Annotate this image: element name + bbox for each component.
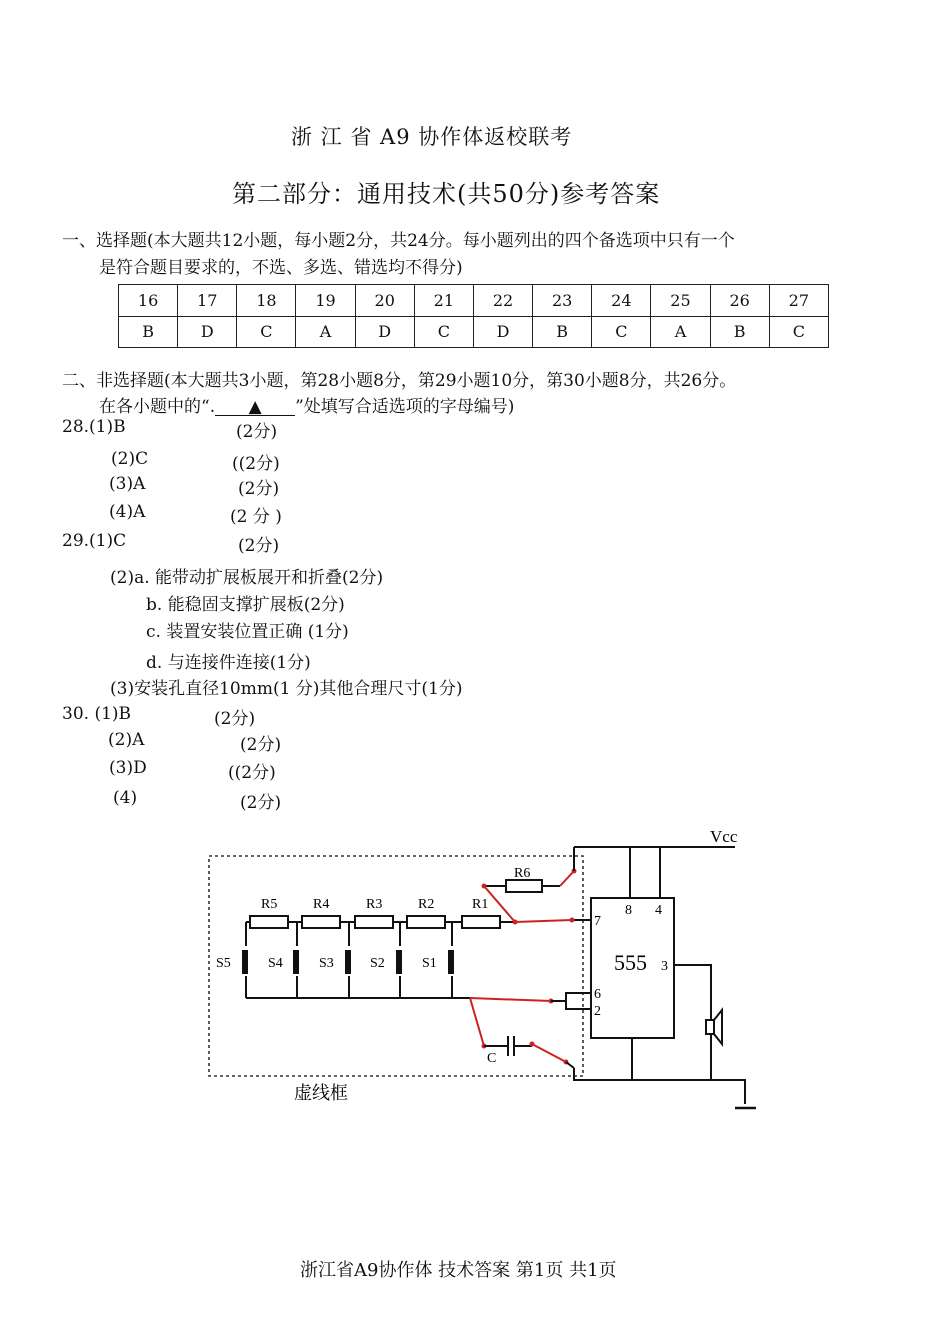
answer-30-4: (4) bbox=[113, 788, 138, 808]
question-number: 17 bbox=[178, 285, 237, 317]
answer-30-3-score: ((2分) bbox=[228, 763, 276, 783]
answer-29-2d: d. 与连接件连接(1分) bbox=[146, 653, 311, 673]
capacitor-label: C bbox=[487, 1051, 497, 1066]
answer-28-1: 28.(1)B bbox=[62, 417, 126, 437]
switch-label: S5 bbox=[216, 956, 231, 971]
answer-29-3: (3)安装孔直径10mm(1 分)其他合理尺寸(1分) bbox=[110, 679, 463, 699]
blank-marker: ▲ bbox=[215, 399, 295, 416]
speaker-cone bbox=[714, 1010, 722, 1044]
answer-30-3: (3)D bbox=[109, 758, 147, 778]
answer-28-4-score: (2 分 ) bbox=[230, 507, 282, 527]
answer-30-1: 30. (1)B bbox=[62, 704, 132, 724]
section1-heading: 一、选择题(本大题共12小题，每小题2分，共24分。每小题列出的四个备选项中只有一个 bbox=[62, 231, 735, 251]
answer-28-1-score: (2分) bbox=[236, 422, 278, 442]
answer-30-2: (2)A bbox=[108, 730, 145, 750]
question-number: 22 bbox=[473, 285, 532, 317]
answer-29-1-score: (2分) bbox=[238, 536, 280, 556]
answer-30-2-score: (2分) bbox=[240, 735, 282, 755]
section2-heading: 二、非选择题(本大题共3小题，第28小题8分，第29小题10分，第30小题8分，共26分。 bbox=[62, 371, 737, 391]
answer-cell: B bbox=[533, 316, 592, 348]
section1-heading-cont: 是符合题目要求的，不选、多选、错选均不得分) bbox=[99, 258, 463, 278]
terminal bbox=[570, 918, 575, 923]
question-number: 21 bbox=[414, 285, 473, 317]
answer-cell: C bbox=[769, 316, 828, 348]
answer-28-3-score: (2分) bbox=[238, 479, 280, 499]
question-number: 19 bbox=[296, 285, 355, 317]
section2-prefix: 在各小题中的“. bbox=[99, 397, 216, 417]
switch-label: S1 bbox=[422, 956, 437, 971]
answer-28-2: (2)C bbox=[111, 449, 149, 469]
output-wire bbox=[674, 965, 711, 1020]
switch-label: S3 bbox=[319, 956, 334, 971]
page-footer: 浙江省A9协作体 技术答案 第1页 共1页 bbox=[300, 1260, 617, 1281]
red-wire bbox=[560, 871, 574, 886]
answer-29-1: 29.(1)C bbox=[62, 531, 127, 551]
speaker-icon bbox=[706, 1020, 714, 1034]
switch-label: S2 bbox=[370, 956, 385, 971]
resistor-r6 bbox=[506, 880, 542, 892]
pin-6-2-junction bbox=[566, 993, 591, 1009]
pin-label-4: 4 bbox=[655, 903, 662, 918]
question-number: 25 bbox=[651, 285, 710, 317]
question-number: 20 bbox=[355, 285, 414, 317]
resistor-r3 bbox=[355, 916, 393, 928]
red-wire bbox=[515, 920, 572, 922]
pin-label-6: 6 bbox=[594, 987, 601, 1002]
answer-29-2b: b. 能稳固支撑扩展板(2分) bbox=[146, 595, 345, 615]
ground-wire bbox=[574, 1068, 745, 1104]
red-wire bbox=[470, 998, 484, 1046]
answer-28-2-score: ((2分) bbox=[232, 454, 280, 474]
frame-label: 虚线框 bbox=[294, 1083, 348, 1103]
answer-cell: C bbox=[592, 316, 651, 348]
answer-cell: D bbox=[473, 316, 532, 348]
switch-label: S4 bbox=[268, 956, 283, 971]
vcc-label: Vcc bbox=[710, 827, 738, 846]
answer-cell: B bbox=[119, 316, 178, 348]
section2-suffix: ”处填写合适选项的字母编号) bbox=[295, 397, 515, 417]
answer-30-4-score: (2分) bbox=[240, 793, 282, 813]
question-number: 18 bbox=[237, 285, 296, 317]
resistor-label: R1 bbox=[472, 897, 489, 912]
resistor-r1 bbox=[462, 916, 500, 928]
answer-cell: A bbox=[651, 316, 710, 348]
chip-label: 555 bbox=[614, 950, 647, 975]
answer-28-3: (3)A bbox=[109, 474, 146, 494]
switch-s4 bbox=[268, 922, 299, 998]
switch-s3 bbox=[319, 922, 351, 998]
pin-label-2: 2 bbox=[594, 1004, 601, 1019]
page-title: 浙 江 省 A9 协作体返校联考 bbox=[291, 125, 573, 149]
answer-30-1-score: (2分) bbox=[214, 709, 256, 729]
answer-cell: A bbox=[296, 316, 355, 348]
red-wire bbox=[532, 1044, 566, 1062]
answer-cell: B bbox=[710, 316, 769, 348]
pin-label-8: 8 bbox=[625, 903, 632, 918]
question-number: 16 bbox=[119, 285, 178, 317]
resistor-r5 bbox=[250, 916, 288, 928]
answer-cell: D bbox=[355, 316, 414, 348]
switch-s5 bbox=[216, 922, 248, 998]
question-number: 26 bbox=[710, 285, 769, 317]
resistor-r2 bbox=[407, 916, 445, 928]
switch-s2 bbox=[370, 922, 402, 998]
terminal bbox=[513, 920, 518, 925]
answer-29-2a: (2)a. 能带动扩展板展开和折叠(2分) bbox=[110, 568, 384, 588]
resistor-r4 bbox=[302, 916, 340, 928]
pin-label-3: 3 bbox=[661, 959, 668, 974]
answer-cell: C bbox=[237, 316, 296, 348]
answer-cell: D bbox=[178, 316, 237, 348]
answer-29-2c: c. 装置安装位置正确 (1分) bbox=[146, 622, 349, 642]
resistor-label: R5 bbox=[261, 897, 278, 912]
question-number: 27 bbox=[769, 285, 828, 317]
red-wire bbox=[470, 998, 551, 1001]
resistor-label: R4 bbox=[313, 897, 330, 912]
wire bbox=[566, 1062, 574, 1068]
question-number: 24 bbox=[592, 285, 651, 317]
switch-s1 bbox=[422, 922, 454, 998]
answer-28-4: (4)A bbox=[109, 502, 146, 522]
question-number: 23 bbox=[533, 285, 592, 317]
resistor-label: R3 bbox=[366, 897, 383, 912]
answer-cell: C bbox=[414, 316, 473, 348]
resistor-label: R2 bbox=[418, 897, 435, 912]
page-subtitle: 第二部分：通用技术(共50分)参考答案 bbox=[232, 180, 661, 208]
resistor-label: R6 bbox=[514, 866, 531, 881]
pin-label-7: 7 bbox=[594, 914, 601, 929]
